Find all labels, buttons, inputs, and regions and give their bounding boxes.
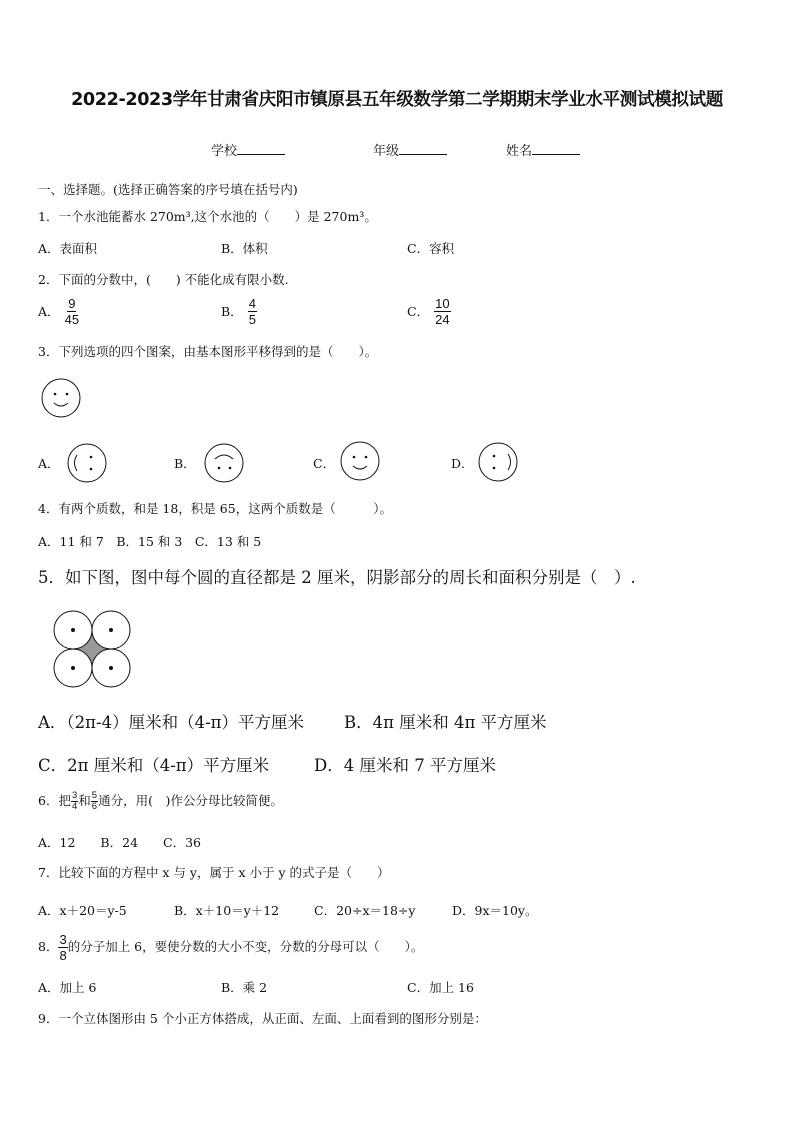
q8-option-a: A．加上 6 xyxy=(38,980,97,995)
q8-option-c: C．加上 16 xyxy=(407,980,474,995)
smiley-basic-figure xyxy=(40,377,82,419)
q2-stem: 2．下面的分数中，( ) 不能化成有限小数. xyxy=(38,272,289,287)
q3-figure-b xyxy=(203,442,245,484)
q2-option-c xyxy=(407,296,451,327)
q3-figure-a xyxy=(66,442,108,484)
grade-field xyxy=(373,140,447,159)
q6-fraction-1: $\frac{3}{4}$ xyxy=(71,790,78,812)
q5-four-circles-figure xyxy=(52,610,134,690)
q9-stem: 9．一个立体图形由 5 个小正方体搭成，从正面、左面、上面看到的图形分别是： xyxy=(38,1011,487,1026)
q3-label-a: A． xyxy=(38,456,60,471)
q6-options: A．12 B．24 C．36 xyxy=(38,835,201,850)
q4-options: A．11 和 7 B．15 和 3 C．13 和 5 xyxy=(38,534,262,549)
q5-option-d: D．4 厘米和 7 平方厘米 xyxy=(314,756,496,775)
shaded-region xyxy=(73,630,111,668)
q8-stem: 8． $\frac{3}{8}$ 的分子加上 6，要使分数的大小不变，分数的分母可以（ ）。 xyxy=(38,932,424,963)
school-field xyxy=(211,140,285,159)
q3-label-c: C． xyxy=(313,456,336,471)
q2-label-b: B． xyxy=(221,304,243,319)
school-label: 学校 xyxy=(211,144,238,159)
q7-option-d: D．9x＝10y。 xyxy=(452,903,538,918)
q2-option-a xyxy=(38,296,79,327)
q2-fraction-a: $\frac{9}{45}$ xyxy=(64,296,80,327)
q5-option-a: A．（2π-4）厘米和（4-π）平方厘米 xyxy=(38,713,304,732)
page-title: 2022-2023学年甘肃省庆阳市镇原县五年级数学第二学期期末学业水平测试模拟试题 xyxy=(71,90,723,110)
school-blank xyxy=(237,142,285,155)
q2-label-c: C． xyxy=(407,304,430,319)
q7-option-b: B．x＋10＝y＋12 xyxy=(174,903,280,918)
grade-label: 年级 xyxy=(373,144,400,159)
name-field xyxy=(506,140,580,159)
q1-option-b: B．体积 xyxy=(221,241,268,256)
q5-option-b: B．4π 厘米和 4π 平方厘米 xyxy=(344,713,547,732)
q1-stem: 1．一个水池能蓄水 270m³,这个水池的（ ）是 270m³。 xyxy=(38,209,377,224)
q1-option-c: C．容积 xyxy=(407,241,455,256)
grade-blank xyxy=(399,142,447,155)
q8-fraction: $\frac{3}{8}$ xyxy=(59,932,67,963)
q1-option-a: A．表面积 xyxy=(38,241,98,256)
q4-stem: 4．有两个质数，和是 18，积是 65，这两个质数是（ ）。 xyxy=(38,501,392,516)
q2-label-a: A． xyxy=(38,304,60,319)
q3-figure-c xyxy=(339,440,381,482)
q5-option-c: C．2π 厘米和（4-π）平方厘米 xyxy=(38,756,270,775)
q8-option-b: B．乘 2 xyxy=(221,980,268,995)
q7-stem: 7．比较下面的方程中 x 与 y，属于 x 小于 y 的式子是（ ） xyxy=(38,865,390,880)
q2-fraction-c: $\frac{10}{24}$ xyxy=(435,296,450,327)
q6-stem: 6．把 $\frac{3}{4}$ 和 $\frac{5}{6}$ 通分，用( )作公分母比较简便。 xyxy=(38,790,283,812)
name-blank xyxy=(532,142,580,155)
q6-fraction-2: $\frac{5}{6}$ xyxy=(91,790,98,812)
q7-option-c: C．20÷x＝18÷y xyxy=(314,903,416,918)
q3-label-b: B． xyxy=(174,456,196,471)
q3-stem: 3．下列选项的四个图案，由基本图形平移得到的是（ ）。 xyxy=(38,344,378,359)
section-heading: 一、选择题。(选择正确答案的序号填在括号内) xyxy=(38,182,298,197)
q3-figure-d xyxy=(477,441,519,483)
q2-option-b xyxy=(221,296,257,327)
name-label: 姓名 xyxy=(506,144,533,159)
q7-option-a: A．x＋20＝y-5 xyxy=(38,903,127,918)
q5-stem: 5．如下图，图中每个圆的直径都是 2 厘米，阴影部分的周长和面积分别是（ ）. xyxy=(38,568,636,587)
q3-label-d: D． xyxy=(451,456,474,471)
q2-fraction-b: $\frac{4}{5}$ xyxy=(248,296,257,327)
